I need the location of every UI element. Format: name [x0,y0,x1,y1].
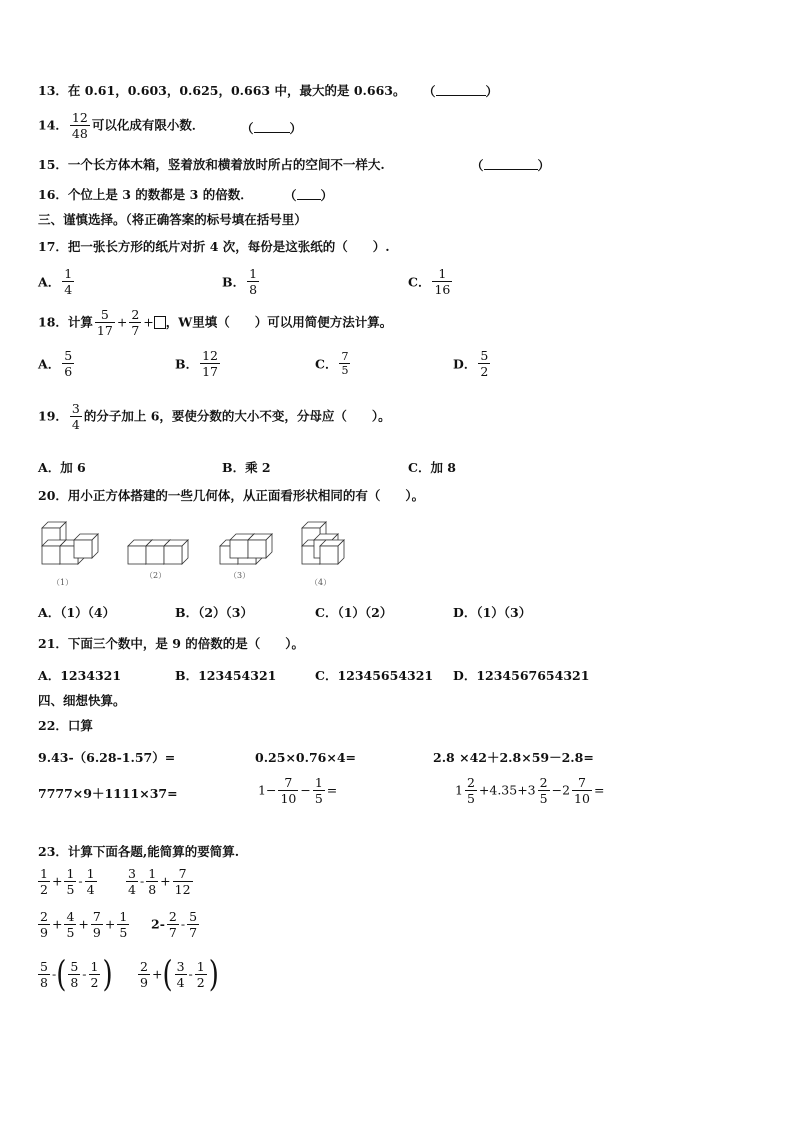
option-17-c[interactable]: C． $\frac{1}{16}$ [408,266,451,297]
figure-1 [42,522,98,564]
figure-3 [220,534,272,564]
figure-2 [128,540,188,564]
question-number: 13． [38,83,68,98]
question-14 [38,110,204,141]
question-number: 21． [38,636,68,651]
figure-caption-2: （2） [145,571,167,580]
question-17 [38,239,390,255]
question-15 [38,157,385,173]
question-21: 21．下面三个数中，是 9 的倍数的是（ ）。 [38,636,305,651]
option-19-b[interactable]: B．乘 2 [222,460,271,475]
option-21-c[interactable]: C．12345654321 [315,668,434,683]
question-16 [38,187,253,203]
question-number: 23． [38,844,68,859]
question-number: 22． [38,718,68,733]
question-text: 把一张长方形的纸片对折 4 次，每份是这张纸的（ ）. [67,239,390,254]
expression-23-3: $\frac{2}{9}$ + $\frac{4}{5}$ + $\frac{7}{9}$ + $\frac{1}{5}$ [40,909,128,940]
question-text: 可以化成有限小数． [91,117,205,133]
option-17-b[interactable]: B． $\frac{1}{8}$ [222,266,258,297]
question-23: 23．计算下面各题,能简算的要简算. [38,844,240,859]
question-number: 17． [38,239,68,254]
calc-expression-3: 2.8 ×42＋2.8×59－2.8= [433,750,594,765]
option-17-a[interactable]: A． $\frac{1}{4}$ [38,266,73,297]
fraction: $\frac{12}{48}$ [71,110,88,141]
expression-23-1: $\frac{1}{2}$ + $\frac{1}{5}$ - $\frac{1}{4}$ [40,866,95,897]
question-number: 15． [38,157,68,172]
answer-blank-16[interactable]: （ ） [284,188,334,203]
expression-23-5: $\frac{5}{8}$ -( $\frac{5}{8}$ - $\frac{1}{2}$ ) [40,954,113,995]
option-19-c[interactable]: C．加 8 [408,460,456,475]
question-19: 19． $\frac{3}{4}$ 的分子加上 6，要使分数的大小不变，分母应（ ）。 [38,401,391,432]
option-19-a[interactable]: A．加 6 [38,460,86,475]
question-number: 14． [38,117,68,133]
expression-23-2: $\frac{3}{4}$ - $\frac{1}{8}$ + $\frac{7}{12}$ [128,866,191,897]
question-number: 19． [38,408,68,424]
expression-23-4: 2- $\frac{2}{7}$ - $\frac{5}{7}$ [151,909,198,940]
section-heading-3: 三、谨慎选择。（将正确答案的标号填在括号里） [38,212,307,227]
option-20-d[interactable]: D．（1）（3） [453,605,532,620]
calc-expression-1: 9.43-（6.28-1.57）= [38,750,176,765]
figure-caption-1: （1） [52,578,74,587]
answer-blank-13[interactable]: （ ） [423,84,499,99]
figure-4 [302,522,344,564]
question-number: 18． [38,314,68,330]
answer-blank-14[interactable]: （ ） [241,121,303,136]
option-18-d[interactable]: D． $\frac{5}{2}$ [453,348,489,379]
question-text: 在 0.61，0.603，0.625，0.663 中，最大的是 0.663。 [67,83,406,98]
question-text: 个位上是 3 的数都是 3 的倍数． [67,187,253,202]
question-18: 18．计算 $\frac{5}{17}$ + $\frac{2}{7}$ + ，W里填（ ）可以用简便方法计算。 [38,307,393,338]
calc-expression-4: 7777×9＋1111×37= [38,786,178,801]
question-number: 20． [38,488,68,503]
option-18-c[interactable]: C． $\frac{7}{5}$ [315,350,349,377]
section-heading-4: 四、细想快算。 [38,693,126,708]
calc-expression-5: 1− $\frac{7}{10}$ − $\frac{1}{5}$ = [258,775,338,806]
option-21-a[interactable]: A．1234321 [38,668,122,683]
option-20-a[interactable]: A．（1）（4） [38,605,116,620]
option-18-b[interactable]: B． $\frac{12}{17}$ [175,348,218,379]
question-number: 16． [38,187,68,202]
question-20: 20．用小正方体搭建的一些几何体，从正面看形状相同的有（ ）。 [38,488,425,503]
calc-expression-2: 0.25×0.76×4= [255,750,357,765]
figure-caption-4: （4） [310,578,332,587]
option-21-b[interactable]: B．123454321 [175,668,277,683]
figure-caption-3: （3） [229,571,251,580]
calc-expression-6: 1 $\frac{2}{5}$ +4.35+3 $\frac{2}{5}$ −2 $\frac{7}{10}$ = [455,775,605,806]
question-13 [38,83,405,99]
answer-blank-15[interactable]: （ ） [471,158,551,173]
question-22: 22．口算 [38,718,93,733]
question-text: 一个长方体木箱，竖着放和横着放时所占的空间不一样大. [67,157,385,172]
empty-box[interactable] [154,316,166,329]
option-20-c[interactable]: C．（1）（2） [315,605,393,620]
option-21-d[interactable]: D．1234567654321 [453,668,590,683]
expression-23-6: $\frac{2}{9}$ +( $\frac{3}{4}$ - $\frac{1}{2}$ ) [140,954,219,995]
option-18-a[interactable]: A． $\frac{5}{6}$ [38,348,73,379]
option-20-b[interactable]: B．（2）（3） [175,605,253,620]
